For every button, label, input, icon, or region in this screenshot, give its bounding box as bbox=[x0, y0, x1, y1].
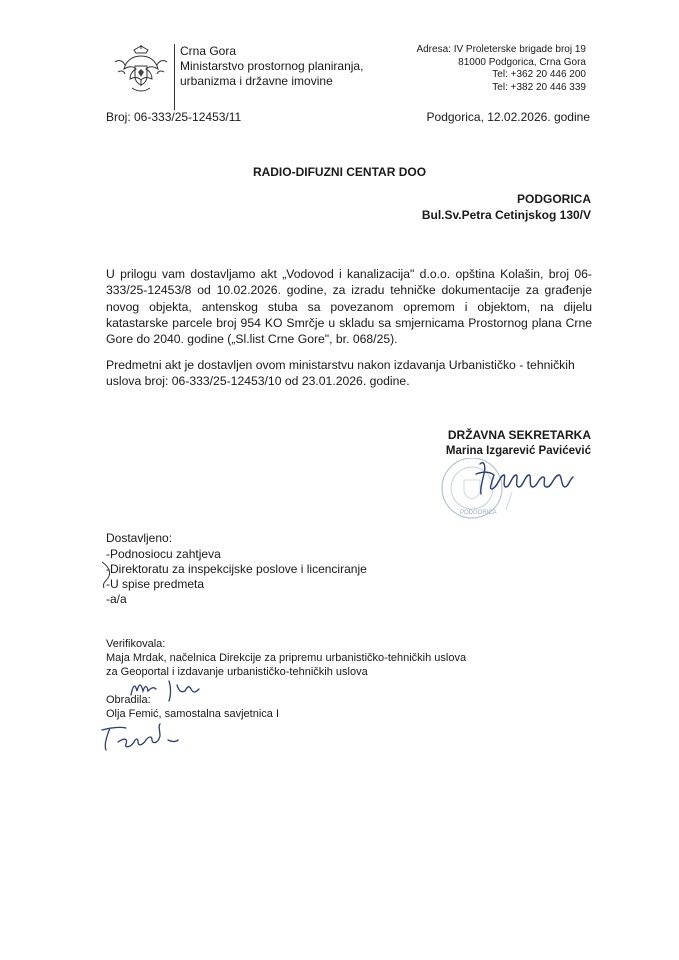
distribution-item: -a/a bbox=[106, 592, 127, 606]
ministry-name bbox=[180, 44, 363, 89]
distribution-heading: Dostavljeno: bbox=[106, 531, 173, 545]
org-line3: urbanizma i državne imovine bbox=[180, 74, 333, 88]
verifier-line1: Maja Mrdak, načelnica Direkcije za pripremu urbanističko-tehničkih uslova bbox=[106, 652, 467, 664]
org-line2: Ministarstvo prostornog planiranja, bbox=[180, 59, 364, 73]
prepared-heading: Obradila: bbox=[106, 694, 151, 706]
address-line1: Adresa: IV Proleterske brigade broj 19 bbox=[416, 44, 586, 55]
distribution-item: -Podnosiocu zahtjeva bbox=[106, 547, 221, 561]
verifier-signature bbox=[125, 675, 235, 705]
verifier-line2: za Geoportal i izdavanje urbanističko-tehničkih uslova bbox=[106, 666, 368, 678]
body-paragraph-1: U prilogu vam dostavljamo akt „Vodovod i kanalizacija" d.o.o. opština Kolašin, broj 06-333/25-12453/8 od 10.02.2026. godine, za izradu tehničke dokumentacije za građenje novog objekta, antenskog stuba sa povezanom opremom i objektom, na dijelu katastarske parcele broj 954 KO Smrčje u skladu sa smjernicama Prostornog plana Crne Gore do 2040. godine („Sl.list Crne Gore", br. 068/25). bbox=[106, 267, 592, 347]
address-line2: 81000 Podgorica, Crna Gora bbox=[458, 56, 586, 68]
recipient-city: PODGORICA bbox=[516, 192, 591, 206]
header-divider bbox=[174, 44, 175, 110]
place-date: Podgorica, 12.02.2026. godine bbox=[426, 110, 590, 124]
signatory-name: Marina Izgarević Pavićević bbox=[445, 445, 591, 457]
address-line4: Tel: +382 20 446 339 bbox=[492, 81, 586, 93]
org-line1: Crna Gora bbox=[180, 44, 237, 58]
reference-number: Broj: 06-333/25-12453/11 bbox=[106, 110, 242, 124]
address-block bbox=[380, 44, 586, 94]
prepared-by: Olja Femić, samostalna savjetnica I bbox=[106, 708, 280, 720]
recipient-name: RADIO-DIFUZNI CENTAR DOO bbox=[252, 165, 427, 179]
body-paragraph-2: Predmetni akt je dostavljen ovom ministarstvu nakon izdavanja Urbanističko - tehničkih uslova broj: 06-333/25-12453/10 od 23.01.2026. godine. bbox=[106, 358, 575, 389]
coat-of-arms-logo bbox=[112, 44, 170, 94]
signature-graphic bbox=[470, 456, 594, 498]
signatory-title: DRŽAVNA SEKRETARKA bbox=[447, 428, 591, 442]
distribution-list bbox=[106, 531, 367, 607]
preparer-signature bbox=[94, 720, 194, 756]
pen-mark bbox=[98, 560, 122, 590]
address-line3: Tel: +362 20 446 200 bbox=[492, 69, 586, 80]
stamp-text: PODGORICA bbox=[460, 510, 497, 516]
recipient-street: Bul.Sv.Petra Cetinjskog 130/V bbox=[421, 208, 591, 222]
distribution-item: -Direktoratu za inspekcijske poslove i licenciranje bbox=[106, 562, 367, 576]
verification-heading: Verifikovala: bbox=[106, 638, 166, 650]
distribution-item: -U spise predmeta bbox=[106, 577, 205, 591]
